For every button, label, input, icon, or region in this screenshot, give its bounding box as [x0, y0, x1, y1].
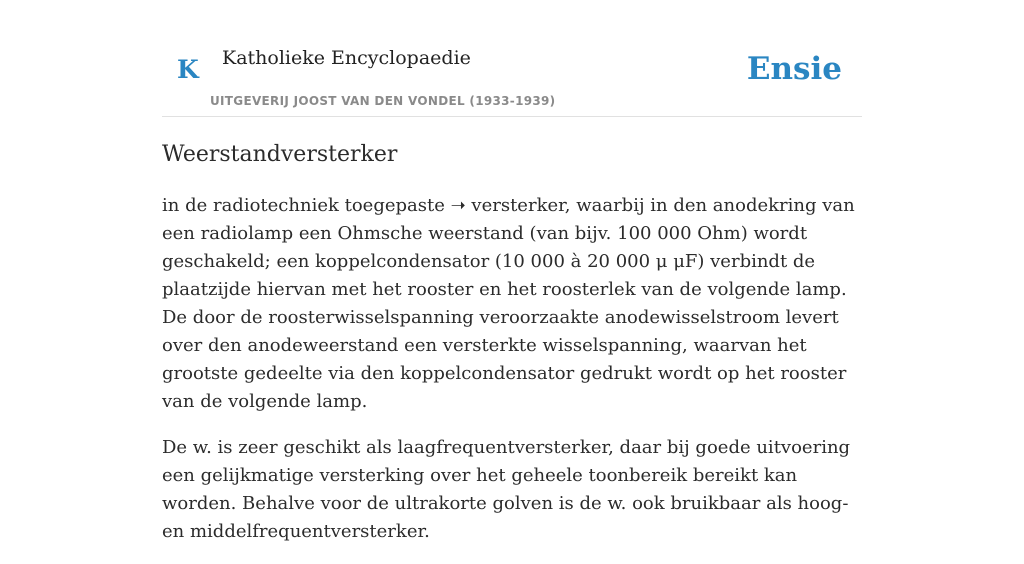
article-body	[162, 192, 862, 564]
article-paragraph: De w. is zeer geschikt als laagfrequentversterker, daar bij goede uitvoering een gelijkmatige versterking over het geheele toonbereik bereikt kan worden. Behalve voor de ultrakorte golven is de w. ook bruikbaar als hoog- en middelfrequentversterker.	[162, 437, 851, 542]
publication-title[interactable]: Katholieke Encyclopaedie	[222, 47, 471, 69]
article-title: Weerstandversterker	[162, 142, 398, 167]
site-header	[162, 0, 862, 117]
ensie-brand-logo[interactable]: Ensie	[746, 51, 842, 87]
publisher-subtitle: UITGEVERIJ JOOST VAN DEN VONDEL (1933-1939)	[210, 94, 556, 108]
article-paragraph: in de radiotechniek toegepaste ➝ versterker, waarbij in den anodekring van een radiolamp een Ohmsche weerstand (van bijv. 100 000 Ohm) wordt geschakeld; een koppelcondensator (10 000 à 20 000 μ μF) verbindt de plaatzijde hiervan met het rooster en het roosterlek van de volgende lamp. De door de roosterwisselspanning veroorzaakte anodewisselstroom levert over den anodeweerstand een versterkte wisselspanning, waarvan het grootste gedeelte via den koppelcondensator gedrukt wordt op het rooster van de volgende lamp.	[162, 195, 855, 412]
publication-logo[interactable]: K	[177, 55, 199, 84]
